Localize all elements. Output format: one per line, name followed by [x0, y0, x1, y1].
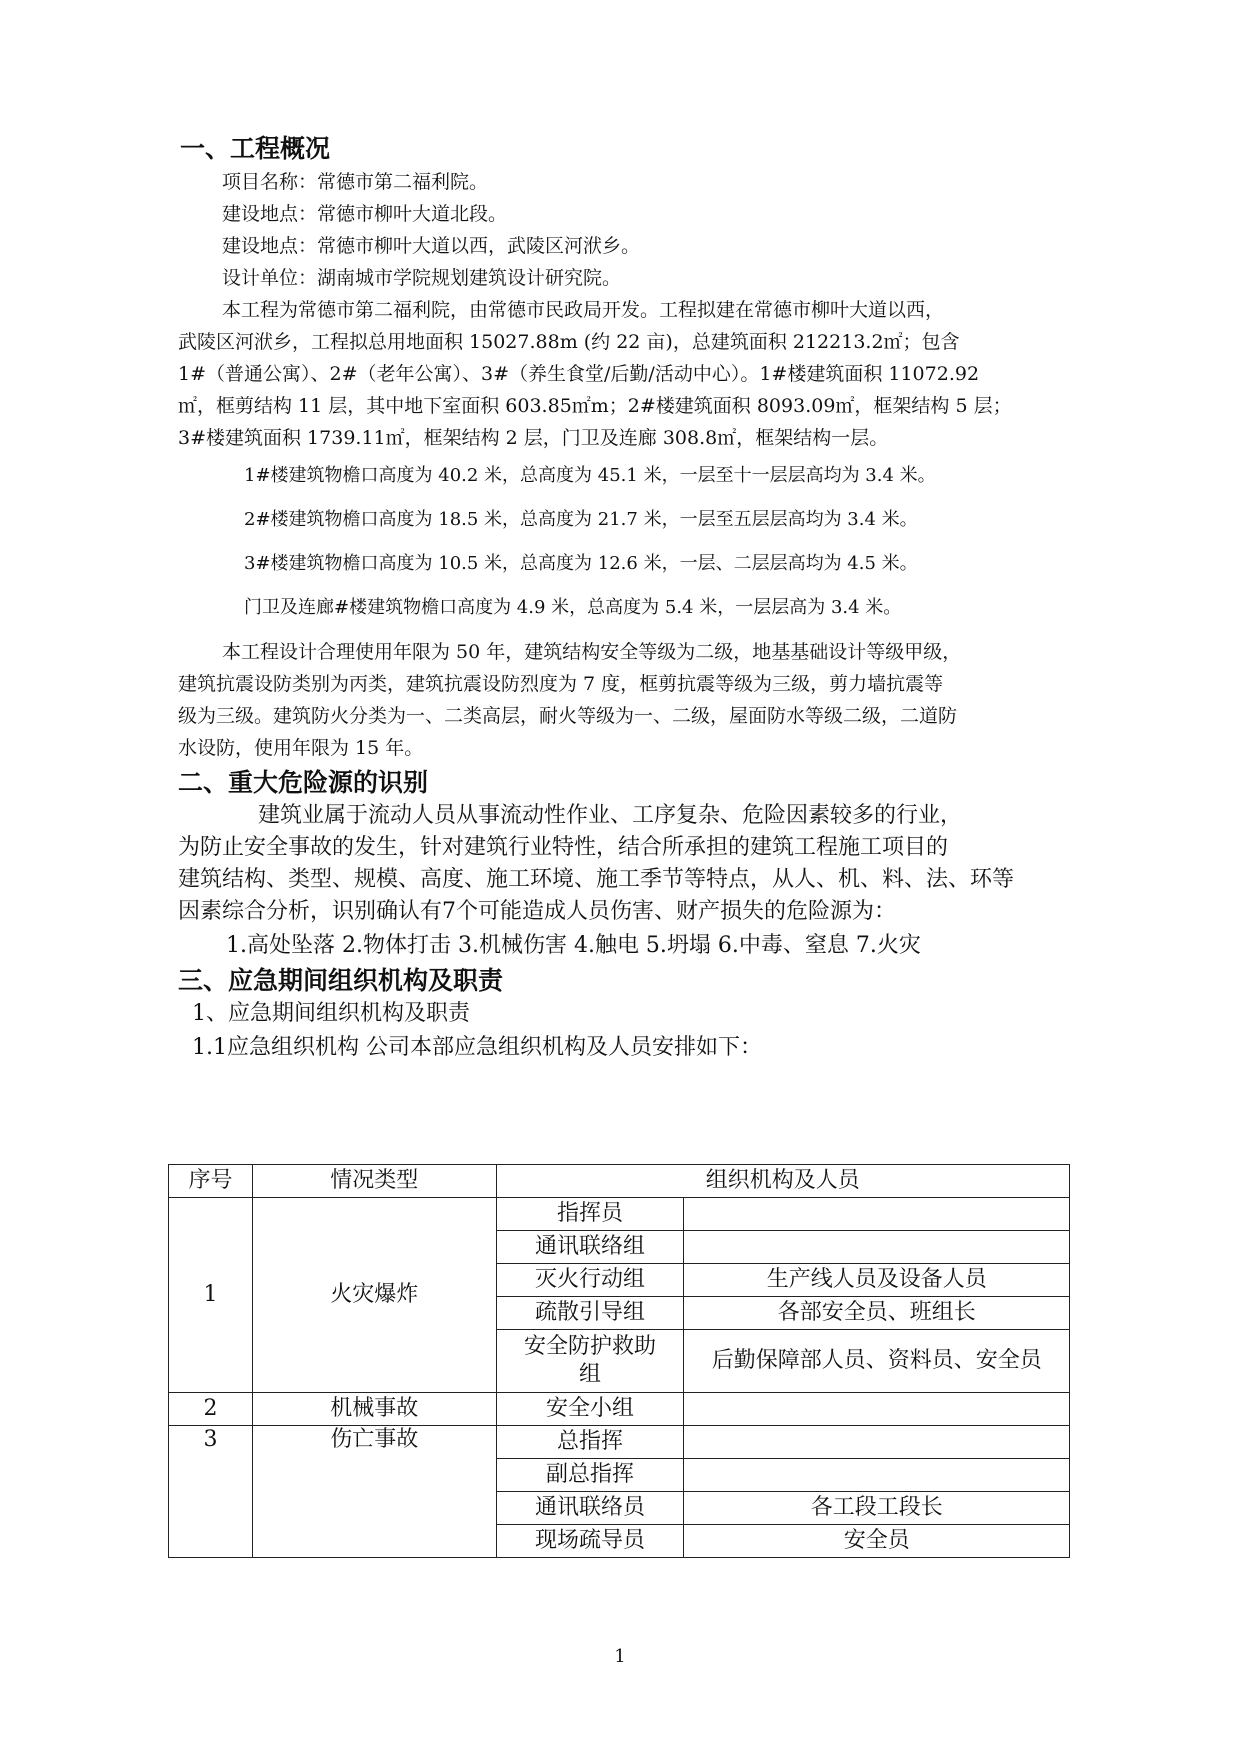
- section-3-heading: 三、应急期间组织机构及职责: [178, 966, 504, 995]
- table-row: [169, 1393, 1070, 1426]
- people-cell: [684, 1231, 1070, 1264]
- role-cell: 通讯联络员: [496, 1492, 684, 1525]
- design-para-line: 级为三级。建筑防火分类为一、二类高层，耐火等级为一、二级，屋面防水等级二级，二道防: [178, 705, 958, 727]
- row-type: 机械事故: [252, 1393, 496, 1426]
- section-3-subtitle: 1、应急期间组织机构及职责: [192, 1001, 470, 1026]
- overview-para-line: 本工程为常德市第二福利院，由常德市民政局开发。工程拟建在常德市柳叶大道以西，: [222, 299, 945, 321]
- overview-para-line: ㎡，框剪结构 11 层，其中地下室面积 603.85㎡m；2#楼建筑面积 8093.09㎡，框架结构 5 层；: [178, 395, 1012, 417]
- overview-para-line: 1#（普通公寓）、2#（老年公寓）、3#（养生食堂/后勤/活动中心）。1#楼建筑面积 11072.92: [178, 363, 980, 385]
- people-cell: 后勤保障部人员、资料员、安全员: [684, 1330, 1070, 1393]
- role-cell: 指挥员: [496, 1198, 684, 1231]
- design-para-line: 建筑抗震设防类别为丙类，建筑抗震设防烈度为 7 度，框剪抗震等级为三级，剪力墙抗震等: [178, 673, 944, 695]
- design-para-line: 本工程设计合理使用年限为 50 年，建筑结构安全等级为二级，地基基础设计等级甲级，: [222, 641, 962, 663]
- people-cell: [684, 1393, 1070, 1426]
- hazard-para-line: 建筑结构、类型、规模、高度、施工环境、施工季节等特点，从人、机、料、法、环等: [178, 867, 1015, 892]
- header-type: 情况类型: [252, 1165, 496, 1198]
- section-3-intro: 1.1应急组织机构 公司本部应急组织机构及人员安排如下：: [192, 1035, 762, 1060]
- role-cell: 副总指挥: [496, 1459, 684, 1492]
- overview-para-line: 3#楼建筑面积 1739.11㎡，框架结构 2 层，门卫及连廊 308.8㎡，框架结构一层。: [178, 427, 889, 449]
- row-type: 火灾爆炸: [252, 1198, 496, 1393]
- hazard-list: 1.高处坠落 2.物体打击 3.机械伤害 4.触电 5.坍塌 6.中毒、窒息 7.火灾: [226, 933, 921, 958]
- people-cell: [684, 1426, 1070, 1459]
- role-cell: 总指挥: [496, 1426, 684, 1459]
- role-cell: 疏散引导组: [496, 1297, 684, 1330]
- row-no: 3: [169, 1426, 253, 1558]
- section-2-heading: 二、重大危险源的识别: [178, 768, 429, 797]
- page-number: 1: [614, 1646, 626, 1667]
- location-line-2: 建设地点：常德市柳叶大道以西，武陵区河洑乡。: [222, 235, 641, 257]
- table-header-row: [169, 1165, 1070, 1198]
- location-line-1: 建设地点：常德市柳叶大道北段。: [222, 203, 508, 225]
- people-cell: 生产线人员及设备人员: [684, 1264, 1070, 1297]
- hazard-para-line: 为防止安全事故的发生，针对建筑行业特性，结合所承担的建筑工程施工项目的: [178, 835, 949, 860]
- header-no: 序号: [169, 1165, 253, 1198]
- people-cell: 各工段工段长: [684, 1492, 1070, 1525]
- row-no: 1: [169, 1198, 253, 1393]
- people-cell: 安全员: [684, 1525, 1070, 1558]
- section-1-heading: 一、工程概况: [180, 134, 331, 163]
- table-row: [169, 1426, 1070, 1459]
- gatehouse-height: 门卫及连廊#楼建筑物檐口高度为 4.9 米，总高度为 5.4 米，一层层高为 3.4 米。: [244, 597, 902, 618]
- people-cell: [684, 1198, 1070, 1231]
- building-2-height: 2#楼建筑物檐口高度为 18.5 米，总高度为 21.7 米，一层至五层层高均为 3.4 米。: [244, 509, 918, 530]
- people-cell: 各部安全员、班组长: [684, 1297, 1070, 1330]
- table-row: [169, 1198, 1070, 1231]
- design-para-line: 水设防，使用年限为 15 年。: [178, 737, 424, 759]
- overview-para-line: 武陵区河洑乡，工程拟总用地面积 15027.88m (约 22 亩)，总建筑面积 212213.2㎡；包含: [178, 331, 960, 353]
- row-no: 2: [169, 1393, 253, 1426]
- design-unit-line: 设计单位：湖南城市学院规划建筑设计研究院。: [222, 267, 622, 289]
- role-cell: 现场疏导员: [496, 1525, 684, 1558]
- building-3-height: 3#楼建筑物檐口高度为 10.5 米，总高度为 12.6 米，一层、二层层高均为 4.5 米。: [244, 553, 918, 574]
- building-1-height: 1#楼建筑物檐口高度为 40.2 米，总高度为 45.1 米，一层至十一层层高均为 3.4 米。: [244, 465, 936, 486]
- hazard-para-line: 建筑业属于流动人员从事流动性作业、工序复杂、危险因素较多的行业，: [258, 803, 963, 828]
- role-cell: 通讯联络组: [496, 1231, 684, 1264]
- row-type: 伤亡事故: [252, 1426, 496, 1558]
- people-cell: [684, 1459, 1070, 1492]
- role-cell: 安全小组: [496, 1393, 684, 1426]
- header-org: 组织机构及人员: [496, 1165, 1069, 1198]
- role-cell: 灭火行动组: [496, 1264, 684, 1297]
- emergency-organization-table: [168, 1164, 1070, 1558]
- project-name-line: 项目名称：常德市第二福利院。: [222, 171, 489, 193]
- role-cell: 安全防护救助组: [496, 1330, 684, 1393]
- hazard-para-line: 因素综合分析，识别确认有7个可能造成人员伤害、财产损失的危险源为：: [178, 899, 896, 924]
